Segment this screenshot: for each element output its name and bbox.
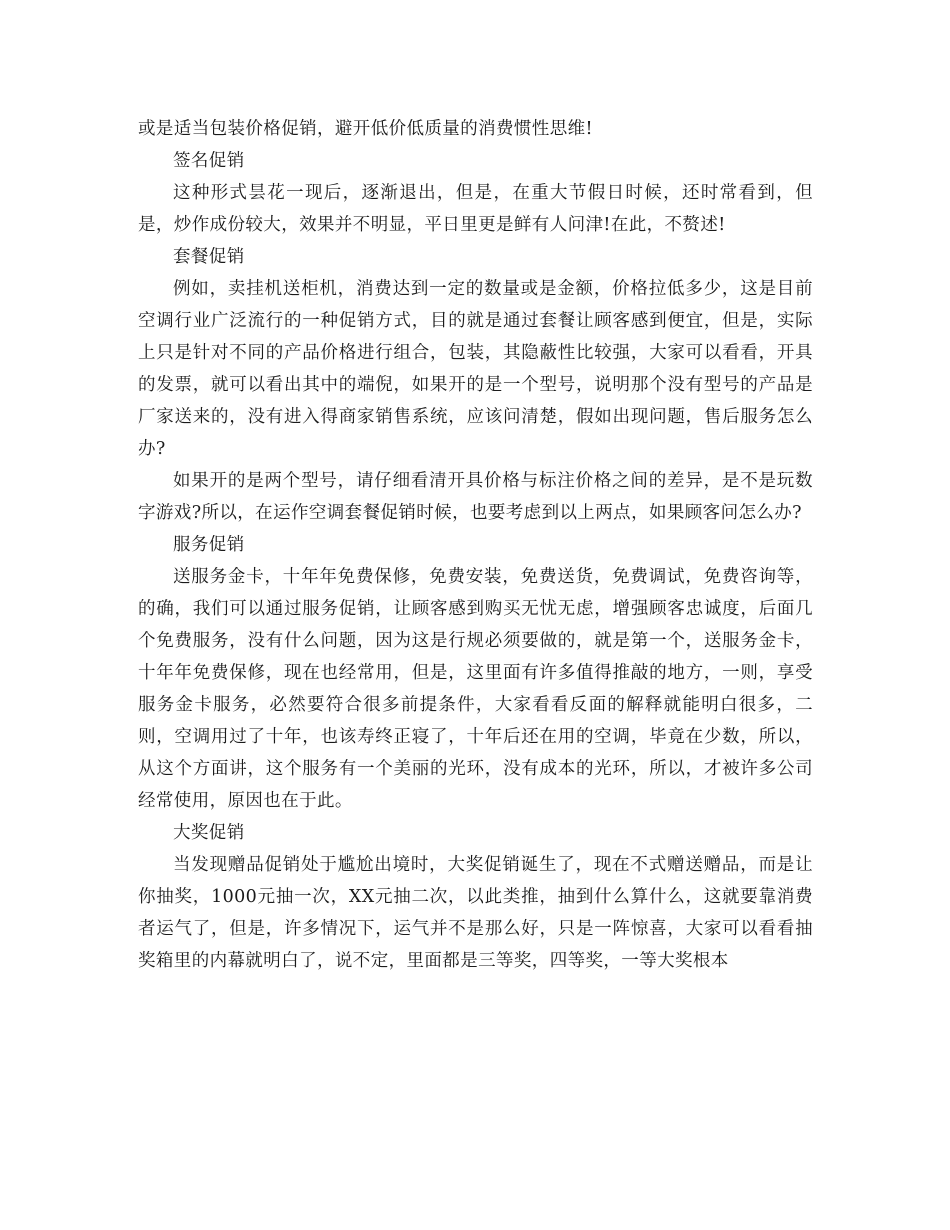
section-heading-signature-promotion: 签名促销 xyxy=(173,151,245,171)
paragraph: 当发现赠品促销处于尴尬出境时，大奖促销诞生了，现在不式赠送赠品，而是让你抽奖，1000元抽一次，XX元抽二次，以此类推，抽到什么算什么，这就要靠消费者运气了，但是，许多情况下，运气并不是那么好，只是一阵惊喜，大家可以看看抽奖箱里的内幕就明白了，说不定，里面都是三等奖，四等奖，一等大奖根本 xyxy=(138,855,813,971)
paragraph: 送服务金卡，十年年免费保修，免费安装，免费送货，免费调试，免费咨询等，的确，我们可以通过服务促销，让顾客感到购买无忧无虑，增强顾客忠诚度，后面几个免费服务，没有什么问题，因为这是行规必须要做的，就是第一个，送服务金卡，十年年免费保修，现在也经常用，但是，这里面有许多值得推敲的地方，一则，享受服务金卡服务，必然要符合很多前提条件，大家看看反面的解释就能明白很多，二则，空调用过了十年，也该寿终正寝了，十年后还在用的空调，毕竟在少数，所以，从这个方面讲，这个服务有一个美丽的光环，没有成本的光环，所以，才被许多公司经常使用，原因也在于此。 xyxy=(138,567,813,811)
paragraph: 或是适当包装价格促销，避开低价低质量的消费惯性思维! xyxy=(138,119,593,139)
section-heading-service-promotion: 服务促销 xyxy=(173,535,245,555)
paragraph: 如果开的是两个型号，请仔细看清开具价格与标注价格之间的差异，是不是玩数字游戏?所以，在运作空调套餐促销时候，也要考虑到以上两点，如果顾客问怎么办? xyxy=(138,471,813,523)
paragraph: 这种形式昙花一现后，逐渐退出，但是，在重大节假日时候，还时常看到，但是，炒作成份较大，效果并不明显，平日里更是鲜有人问津!在此，不赘述! xyxy=(138,183,813,235)
paragraph: 例如，卖挂机送柜机，消费达到一定的数量或是金额，价格拉低多少，这是目前空调行业广泛流行的一种促销方式，目的就是通过套餐让顾客感到便宜，但是，实际上只是针对不同的产品价格进行组合，包装，其隐蔽性比较强，大家可以看看，开具的发票，就可以看出其中的端倪，如果开的是一个型号，说明那个没有型号的产品是厂家送来的，没有进入得商家销售系统，应该问清楚，假如出现问题，售后服务怎么办? xyxy=(138,279,813,459)
section-heading-prize-promotion: 大奖促销 xyxy=(173,823,245,843)
section-heading-package-promotion: 套餐促销 xyxy=(173,247,245,267)
document-body xyxy=(138,113,813,977)
